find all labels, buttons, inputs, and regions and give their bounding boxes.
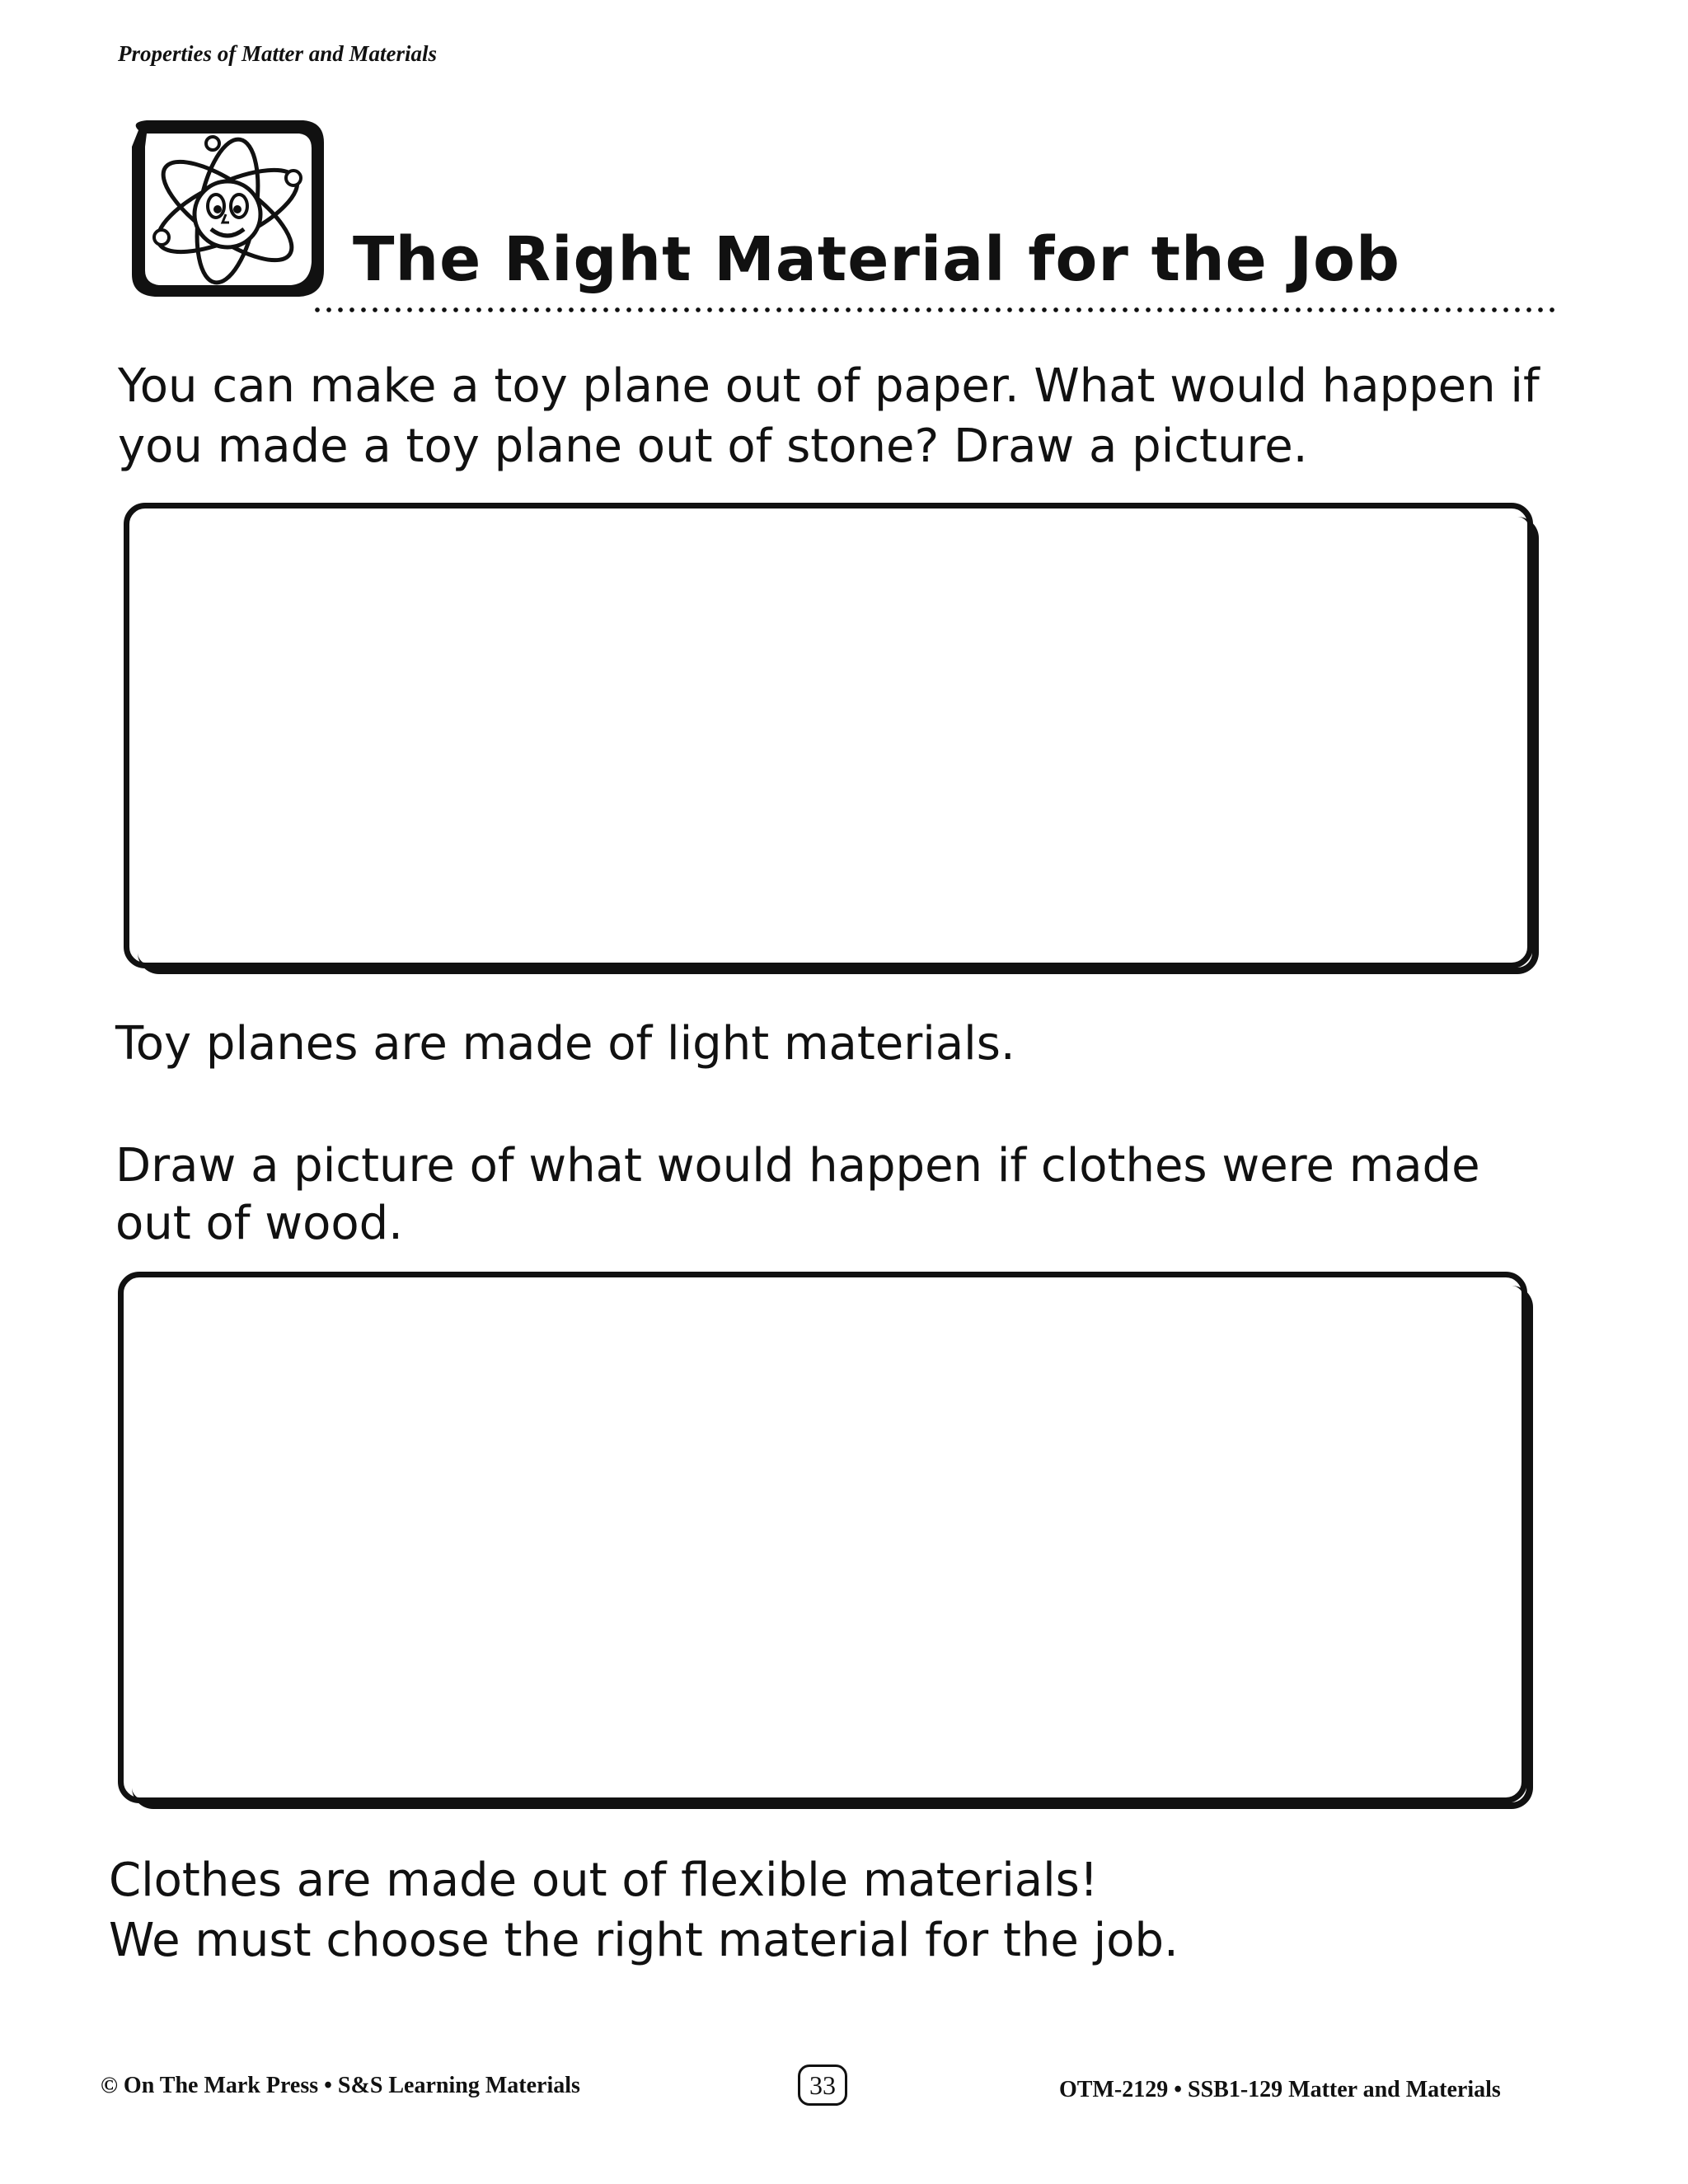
answer-1: Toy planes are made of light materials.: [115, 1017, 1015, 1071]
footer-product-code: OTM-2129 • SSB1-129 Matter and Materials: [1059, 2077, 1501, 2102]
atom-character-icon: [122, 114, 336, 303]
drawing-box-2-shadow: [132, 1286, 1533, 1809]
drawing-box-2[interactable]: [118, 1272, 1527, 1803]
drawing-box-1-shadow: [138, 517, 1539, 974]
footer-copyright: © On The Mark Press • S&S Learning Materials: [101, 2073, 580, 2098]
prompt-2-line-2: out of wood.: [115, 1197, 403, 1250]
page-number: 33: [798, 2064, 847, 2106]
drawing-box-1[interactable]: [124, 503, 1533, 968]
page-title: The Right Material for the Job: [353, 224, 1400, 295]
answer-2-line-1: Clothes are made out of flexible materials!: [109, 1854, 1099, 1907]
prompt-2-line-1: Draw a picture of what would happen if clothes were made: [115, 1139, 1480, 1193]
answer-2-line-2: We must choose the right material for the job.: [109, 1914, 1179, 1967]
running-header: Properties of Matter and Materials: [118, 41, 438, 66]
title-dotted-rule: [312, 307, 1554, 313]
prompt-1-line-2: you made a toy plane out of stone? Draw a picture.: [118, 419, 1308, 473]
prompt-1-line-1: You can make a toy plane out of paper. What would happen if: [118, 359, 1540, 413]
